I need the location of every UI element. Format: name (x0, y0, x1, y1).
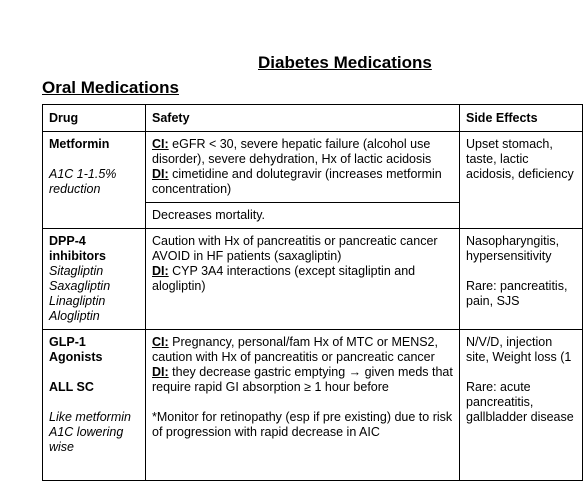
ci-text: Pregnancy, personal/fam Hx of MTC or MENS2, caution with Hx of pancreatitis or pancreatic cancer (152, 335, 438, 364)
ci-label: CI: (152, 137, 169, 151)
drug-list-item: Sitagliptin (49, 264, 104, 278)
header-drug: Drug (43, 105, 146, 132)
table-row (43, 330, 583, 481)
safety-line: AVOID in HF patients (saxagliptin) (152, 249, 342, 263)
drug-note: A1C 1-1.5% reduction (49, 167, 117, 196)
side-effects-text: Upset stomach, taste, lactic acidosis, deficiency (466, 137, 574, 181)
medication-table (42, 104, 583, 481)
drug-list-item: Saxagliptin (49, 279, 111, 293)
di-label: DI: (152, 365, 169, 379)
drug-route: ALL SC (49, 380, 94, 394)
safety-cell-glp1 (146, 330, 460, 481)
ci-text: eGFR < 30, severe hepatic failure (alcohol use disorder), severe dehydration, Hx of lactic acidosis (152, 137, 432, 166)
drug-name: DPP-4 inhibitors (49, 234, 106, 263)
safety-cell-dpp4 (146, 229, 460, 330)
drug-note: Like metformin A1C lowering wise (49, 410, 131, 454)
drug-list-item: Linagliptin (49, 294, 106, 308)
di-label: DI: (152, 264, 169, 278)
di-text: CYP 3A4 interactions (except sitagliptin and alogliptin) (152, 264, 416, 293)
side-effects-text: N/V/D, injection site, Weight loss (1 (466, 335, 572, 364)
side-effects-cell-metformin (460, 132, 583, 229)
section-title: Oral Medications (42, 78, 179, 97)
header-safety: Safety (146, 105, 460, 132)
ci-label: CI: (152, 335, 169, 349)
mortality-cell: Decreases mortality. (146, 203, 460, 229)
header-side-effects: Side Effects (460, 105, 583, 132)
di-label: DI: (152, 167, 169, 181)
side-effects-text: Nasopharyngitis, hypersensitivity (466, 234, 560, 263)
document-title: Diabetes Medications (258, 53, 432, 72)
table-header-row (43, 105, 583, 132)
di-text: cimetidine and dolutegravir (increases metformin concentration) (152, 167, 442, 196)
drug-cell-glp1 (43, 330, 146, 481)
monitor-note: *Monitor for retinopathy (esp if pre existing) due to risk of progression with rapid decrease in AIC (152, 410, 453, 439)
drug-cell-metformin (43, 132, 146, 229)
side-effects-text: Rare: pancreatitis, pain, SJS (466, 279, 568, 308)
safety-cell-metformin (146, 132, 460, 203)
drug-list-item: Alogliptin (49, 309, 100, 323)
side-effects-cell-dpp4 (460, 229, 583, 330)
di-text: they decrease gastric emptying → given meds that require rapid GI absorption ≥ 1 hour before (152, 365, 453, 394)
table-row (43, 132, 583, 203)
drug-name: GLP-1 Agonists (49, 335, 103, 364)
safety-line: Caution with Hx of pancreatitis or pancreatic cancer (152, 234, 438, 248)
table-row (43, 229, 583, 330)
side-effects-text: Rare: acute pancreatitis, gallbladder disease (466, 380, 574, 424)
drug-name: Metformin (49, 137, 110, 151)
drug-cell-dpp4 (43, 229, 146, 330)
side-effects-cell-glp1 (460, 330, 583, 481)
